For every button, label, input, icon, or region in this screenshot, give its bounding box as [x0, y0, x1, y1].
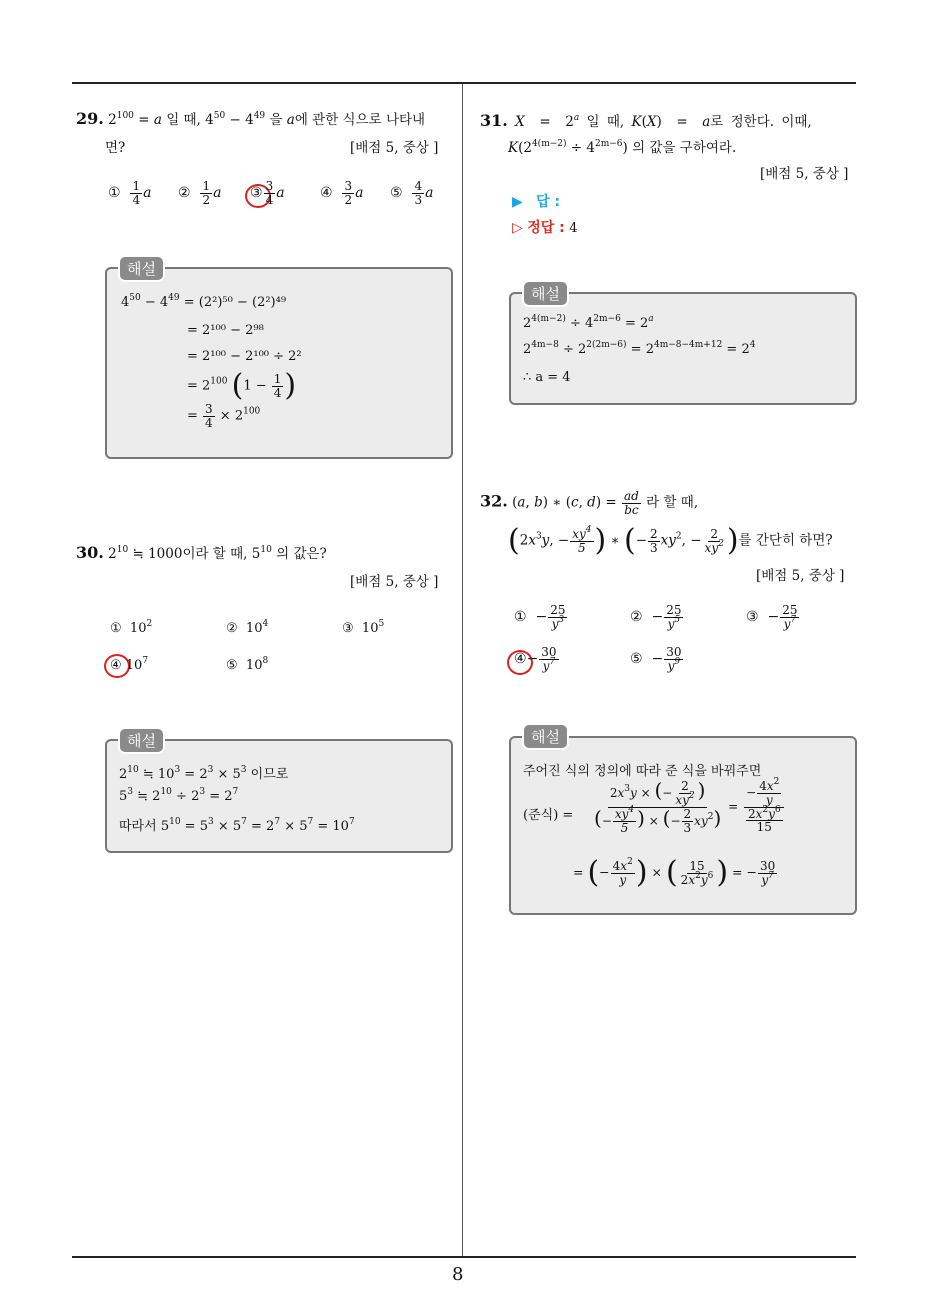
q30-choice-2[interactable]: ② $10^4$ [226, 619, 269, 636]
question-30-meta: [배점 5, 중상 ] [350, 574, 439, 590]
q29-choice-3[interactable]: ③ $\frac{3}{4}$ a [250, 179, 285, 207]
q29-choice-5[interactable]: ⑤ $\frac{4}{3}$ a [390, 179, 434, 207]
column-divider [462, 84, 463, 1256]
q30-choice-1[interactable]: ① $10^2$ [110, 619, 153, 636]
q30-choice-3[interactable]: ③ $10^5$ [342, 619, 385, 636]
q30-choice-4[interactable]: ④ $10^7$ [110, 656, 149, 673]
outline-arrow-icon: ▷ [512, 220, 523, 236]
q32-choice-4[interactable]: ④− $\frac{30}{y^7}$ [514, 645, 557, 673]
question-31-line1: 31. X = 2$^a$ 일 때, K(X) = a로 정한다. 이때, [480, 111, 812, 130]
q29-choice-4[interactable]: ④ $\frac{3}{2}$ a [320, 179, 364, 207]
q32-choice-3[interactable]: ③ − $\frac{25}{y^7}$ [746, 603, 798, 631]
q30-choice-5[interactable]: ⑤ $10^8$ [226, 656, 269, 673]
q32-choice-2[interactable]: ② − $\frac{25}{y^5}$ [630, 603, 682, 631]
question-31-meta: [배점 5, 중상 ] [760, 166, 849, 182]
play-arrow-icon: ▶ [512, 194, 523, 210]
question-29-meta: [배점 5, 중상 ] [350, 140, 439, 156]
solution-box-31: $2^{4(m-2)} \div 4^{2m-6} = 2^a$ $2^{4m-8} \div 2^{2(2m-6)} = 2^{4m-8-4m+12} = 2^4$ ∴ a = 4 [509, 292, 857, 405]
solution-tag: 해설 [118, 255, 165, 282]
question-32-line2: ($2x^3y$, − $\frac{xy^4}{5}$ ) ∗ (− $\frac{2}{3}$ $xy^2$, − $\frac{2}{xy^2}$ )를 간단히 하면? [508, 523, 833, 559]
solution-box-30: $2^{10}$ ≒ $10^3 = 2^3 \times 5^3$ 이므로 $5^3$ ≒ $2^{10} \div 2^3 = 2^7$ 따라서 $5^{10} = 5^3 \times 5^7 = 2^7 \times 5^7 = 10^7$ [105, 739, 453, 853]
q29-choice-2[interactable]: ② $\frac{1}{2}$ a [178, 179, 222, 207]
question-number: 30. [76, 543, 104, 562]
header-rule [72, 82, 856, 84]
page-number: 8 [452, 1264, 464, 1285]
q32-choice-1[interactable]: ① − $\frac{25}{y^3}$ [514, 603, 566, 631]
question-number: 32. [480, 491, 508, 511]
question-30-line1: 30. $2^{10}$ ≒ 1000이라 할 때, $5^{10}$ 의 값은? [76, 543, 327, 562]
question-number: 31. [480, 111, 508, 130]
q29-choice-1[interactable]: ① $\frac{1}{4}$ a [108, 179, 152, 207]
solution-box-32: 주어진 식의 정의에 따라 준 식을 바꿔주면 (준식) = $2x^3y$ × (− $\frac{2}{xy^2}$ ) (− $\frac{xy^4}{5}$ ) × (− $\frac{2}{3}$ $xy^2$) = − $\frac{4x^2}{y}$ $\frac{2x^2y^6}{15}$ = (− $\frac{4x^2}{y}$ ) × ( $\frac{15}{2x^2y^6}$ ) = − $\frac{30}{y^7}$ [509, 736, 857, 915]
solution-tag: 해설 [522, 280, 569, 307]
correct-answer-line: ▷ 정답 : 4 [512, 220, 578, 236]
question-32-meta: [배점 5, 중상 ] [756, 568, 845, 584]
solution-tag: 해설 [118, 727, 165, 754]
question-29-line2: 면? [105, 140, 126, 156]
solution-tag: 해설 [522, 723, 569, 750]
solution-box-29: $4^{50} - 4^{49} = (2^2)^{50} - (2^2)^{49}$ = 2¹⁰⁰ − 2⁹⁸ = 2¹⁰⁰ − 2¹⁰⁰ ÷ 2² = $2^{100}$ (1 − $\frac{1}{4}$ ) = $\frac{3}{4}$ × $2^{100}$ [105, 267, 453, 459]
question-29-line1: 29. $2^{100} = a$ 일 때, $4^{50} - 4^{49}$ 을 a에 관한 식으로 나타내 [76, 109, 426, 128]
question-32-line1: 32. (a, b) ∗ (c, d) = $\frac{ad}{bc}$ 라 할 때, [480, 489, 699, 517]
answer-line: ▶ 답 : [512, 194, 561, 210]
question-number: 29. [76, 109, 104, 128]
q32-choice-5[interactable]: ⑤ − $\frac{30}{y^9}$ [630, 645, 682, 673]
footer-rule [72, 1256, 856, 1258]
question-31-line2: $K(2^{4(m-2)} \div 4^{2m-6})$ 의 값을 구하여라. [508, 139, 737, 156]
